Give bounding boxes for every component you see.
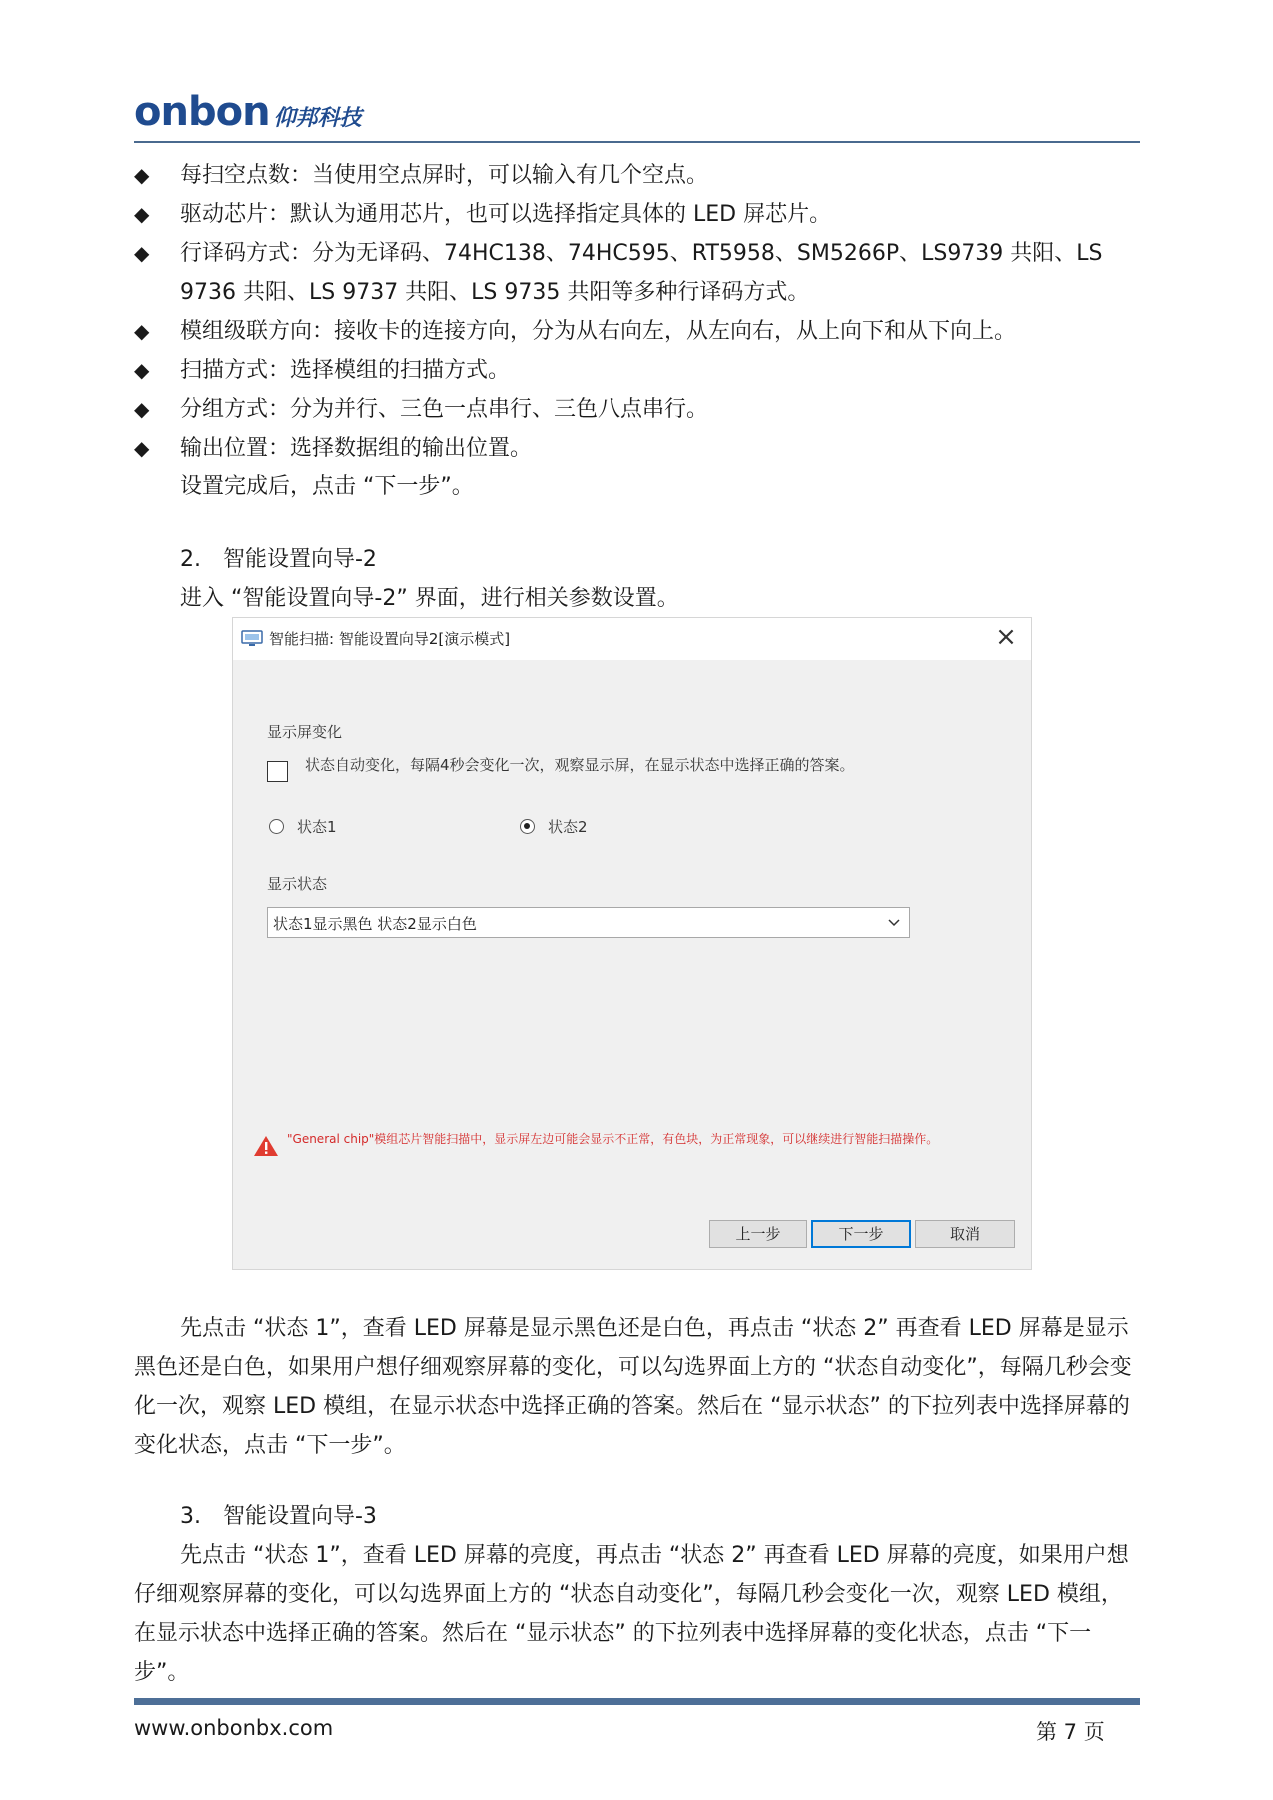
section-2-heading: 2. 智能设置向导-2 [180,547,377,572]
diamond-bullet-icon: ◆ [134,241,150,265]
warning-message: "General chip"模组芯片智能扫描中，显示屏左边可能会显示不正常，有色块，为正常现象，可以继续进行智能扫描操作。 [287,1132,939,1146]
display-state-select-value: 状态1显示黑色 状态2显示白色 [273,915,477,933]
footer-website: www.onbonbx.com [134,1716,334,1740]
parameter-bullet-list [134,156,1140,468]
diamond-bullet-icon: ◆ [134,397,150,421]
section-2-description: 先点击 “状态 1”，查看 LED 屏幕是显示黑色还是白色，再点击 “状态 2” 再查看 LED 屏幕是显示黑色还是白色，如果用户想仔细观察屏幕的变化，可以勾选界面上方的 “状态自动变化”，每隔几秒会变化一次，观察 LED 模组，在显示状态中选择正确的答案。然后在 “显示状态” 的下拉列表中选择屏幕的变化状态，点击 “下一步”。 [134,1316,1132,1458]
chevron-down-icon [886,914,902,930]
display-state-group-label: 显示状态 [267,875,328,893]
dialog-title: 智能扫描: 智能设置向导2[演示模式] [269,630,511,648]
state2-radio-label[interactable]: 状态2 [548,818,588,836]
page-number: 第 7 页 [1036,1720,1105,1744]
auto-change-checkbox-label[interactable]: 状态自动变化，每隔4秒会变化一次，观察显示屏，在显示状态中选择正确的答案。 [305,756,855,774]
header-divider [134,141,1140,143]
logo-company-name: 仰邦科技 [273,106,362,131]
logo-wordmark: onbon [134,89,270,135]
list-item: ◆ 每扫空点数：当使用空点屏时，可以输入有几个空点。 [134,156,1140,195]
section-3-heading: 3. 智能设置向导-3 [180,1504,377,1529]
list-item: ◆ 输出位置：选择数据组的输出位置。 [134,429,1140,468]
state1-radio[interactable] [269,819,284,834]
footer-divider [134,1698,1140,1705]
state1-radio-label[interactable]: 状态1 [297,818,337,836]
setup-done-note: 设置完成后，点击 “下一步”。 [180,474,474,499]
display-state-select[interactable] [267,907,910,938]
list-item: ◆ 扫描方式：选择模组的扫描方式。 [134,351,1140,390]
wizard-dialog [232,617,1032,1270]
diamond-bullet-icon: ◆ [134,202,150,226]
brand-logo [134,88,362,135]
section-2-intro: 进入 “智能设置向导-2” 界面，进行相关参数设置。 [180,586,679,611]
list-item: ◆ 分组方式：分为并行、三色一点串行、三色八点串行。 [134,390,1140,429]
display-change-group-label: 显示屏变化 [267,723,343,741]
diamond-bullet-icon: ◆ [134,163,150,187]
next-button[interactable]: 下一步 [811,1220,911,1248]
section-3-description: 先点击 “状态 1”，查看 LED 屏幕的亮度，再点击 “状态 2” 再查看 LED 屏幕的亮度，如果用户想仔细观察屏幕的变化，可以勾选界面上方的 “状态自动变化”，每隔几秒会变化一次，观察 LED 模组，在显示状态中选择正确的答案。然后在 “显示状态” 的下拉列表中选择屏幕的变化状态，点击 “下一步”。 [134,1543,1129,1685]
diamond-bullet-icon: ◆ [134,436,150,460]
diamond-bullet-icon: ◆ [134,358,150,382]
warning-icon [253,1135,279,1157]
dialog-titlebar [233,618,1031,660]
list-item: ◆ 模组级联方向：接收卡的连接方向，分为从右向左，从左向右，从上向下和从下向上。 [134,312,1140,351]
auto-change-checkbox[interactable] [267,761,288,782]
list-item: ◆ 行译码方式：分为无译码、74HC138、74HC595、RT5958、SM5266P、LS9739 共阳、LS 9736 共阳、LS 9737 共阳、LS 9735 共阳等多种行译码方式。 [134,234,1140,312]
state2-radio[interactable] [520,819,535,834]
monitor-icon [241,630,263,647]
cancel-button[interactable]: 取消 [915,1220,1015,1248]
diamond-bullet-icon: ◆ [134,319,150,343]
list-item: ◆ 驱动芯片：默认为通用芯片，也可以选择指定具体的 LED 屏芯片。 [134,195,1140,234]
previous-button[interactable]: 上一步 [709,1220,807,1248]
close-icon[interactable]: × [995,622,1017,652]
